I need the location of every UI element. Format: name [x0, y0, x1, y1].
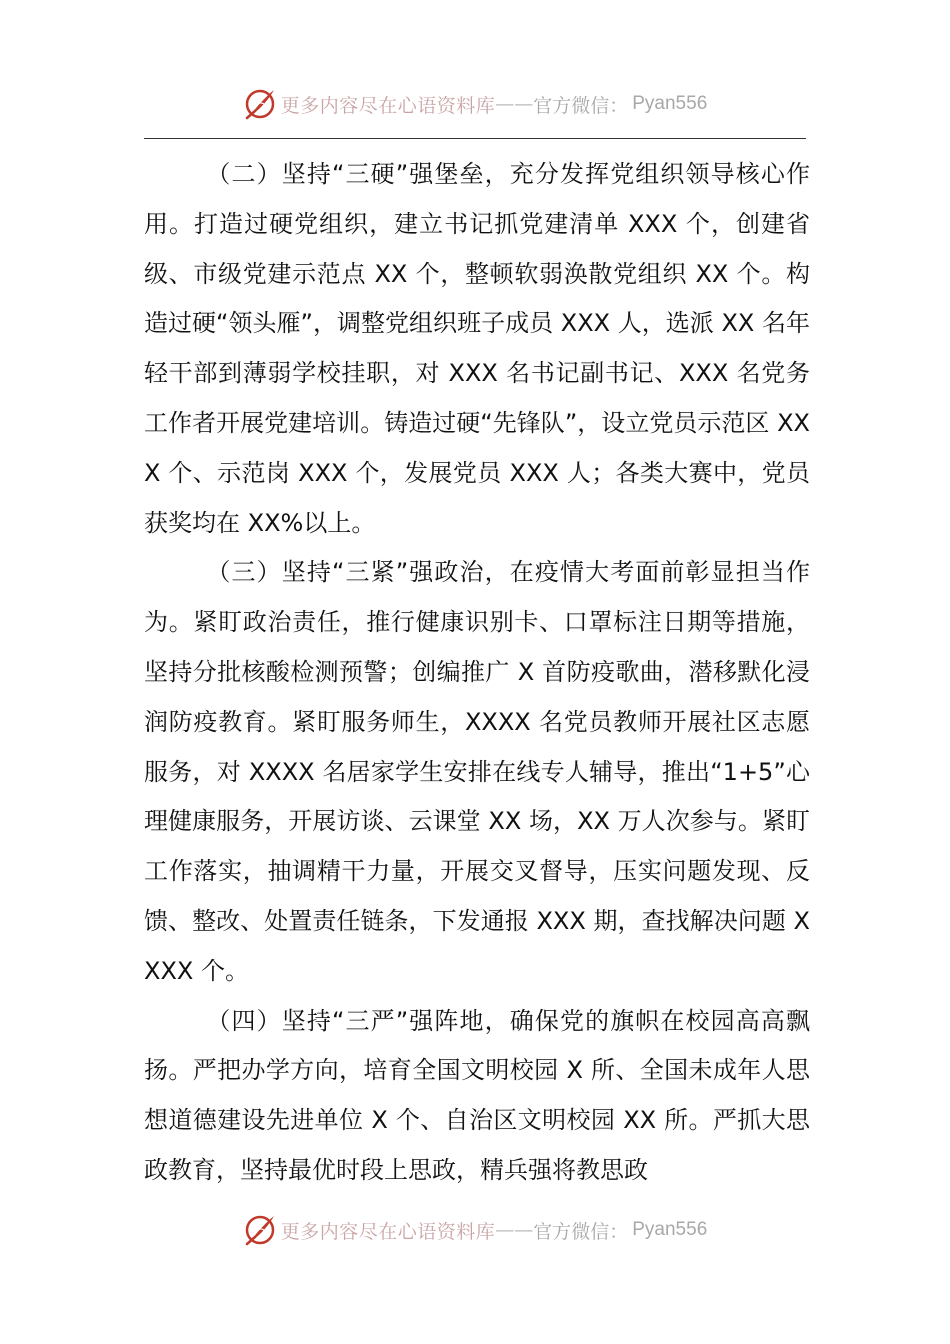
footer-wechat-label: 官方微信： [533, 1220, 629, 1243]
footer-banner [0, 1210, 950, 1250]
quill-pen-logo-icon [243, 87, 277, 121]
footer-dash: —— [495, 1219, 534, 1241]
paragraph-section-2: （二）坚持“三硬”强堡垒，充分发挥党组织领导核心作用。打造过硬党组织，建立书记抓党建清单 XXX 个，创建省级、市级党建示范点 XX 个，整顿软弱涣散党组织 XX 个。构造过硬“领头雁”，调整党组织班子成员 XXX 人，选派 XX 名年轻干部到薄弱学校挂职，对 XXX 名书记副书记、XXX 名党务工作者开展党建培训。铸造过硬“先锋队”，设立党员示范区 XXX 个、示范岗 XXX 个，发展党员 XXX 人；各类大赛中，党员获奖均在 XX%以上。 [144, 160, 810, 537]
header-brand-text: 更多内容尽在心语资料库 [280, 94, 496, 117]
quill-pen-logo-icon [243, 1213, 277, 1247]
footer-brand-text: 更多内容尽在心语资料库 [280, 1220, 496, 1243]
footer-wechat-id: Pyan556 [632, 1219, 708, 1240]
header-dash: —— [495, 93, 534, 115]
paragraph-section-3: （三）坚持“三紧”强政治，在疫情大考面前彰显担当作为。紧盯政治责任，推行健康识别卡、口罩标注日期等措施，坚持分批核酸检测预警；创编推广 X 首防疫歌曲，潜移默化浸润防疫教育。紧盯服务师生，XXXX 名党员教师开展社区志愿服务，对 XXXX 名居家学生安排在线专人辅导，推出“1+5”心理健康服务，开展访谈、云课堂 XX 场，XX 万人次参与。紧盯工作落实，抽调精干力量，开展交叉督导，压实问题发现、反馈、整改、处置责任链条，下发通报 XXX 期，查找解决问题 XXXX 个。 [144, 558, 810, 985]
header-banner [0, 84, 950, 124]
header-divider [144, 138, 806, 139]
document-body [144, 150, 810, 1196]
paragraph-section-4: （四）坚持“三严”强阵地，确保党的旗帜在校园高高飘扬。严把办学方向，培育全国文明校园 X 所、全国未成年人思想道德建设先进单位 X 个、自治区文明校园 XX 所。严抓大思政教育，坚持最优时段上思政，精兵强将教思政 [144, 1006, 810, 1184]
header-wechat-id: Pyan556 [632, 93, 708, 114]
header-wechat-label: 官方微信： [533, 94, 629, 117]
